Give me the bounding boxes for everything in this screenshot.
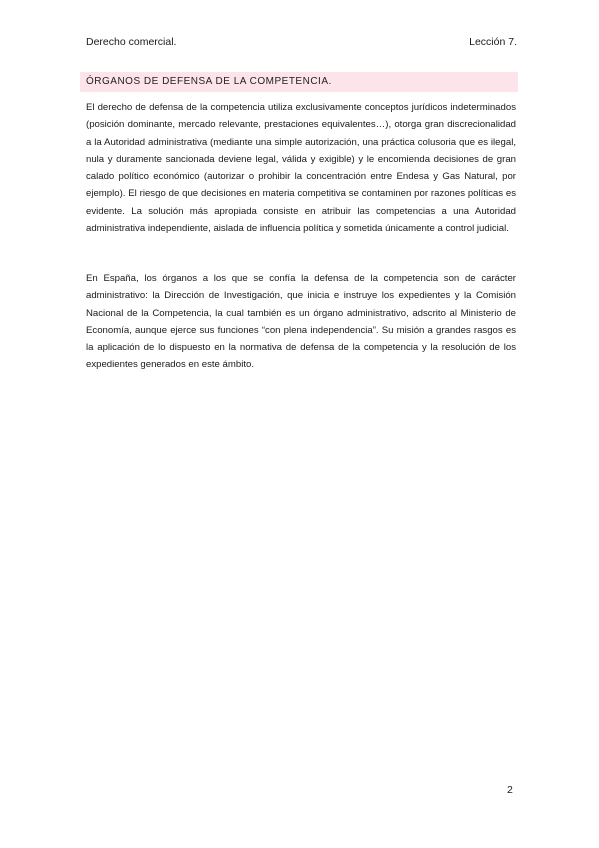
page-header [86, 36, 517, 52]
header-lesson-number: Lección 7. [469, 36, 517, 48]
paragraph-2: En España, los órganos a los que se confía la defensa de la competencia son de carácter administrativo: la Dirección de Investigación, que inicia e instruye los expedientes y la Comisión Nacional de la Competencia, la cual también es un órgano administrativo, adscrito al Ministerio de Economía, aunque ejerce sus funciones “con plena independencia”. Su misión a grandes rasgos es la aplicación de lo dispuesto en la normativa de defensa de la competencia y la resolución de los expedientes generados en este ámbito. [86, 273, 516, 371]
page-number: 2 [507, 784, 513, 796]
header-course-title: Derecho comercial. [86, 36, 177, 48]
section-heading: ÓRGANOS DE DEFENSA DE LA COMPETENCIA. [80, 72, 518, 92]
paragraph-1: El derecho de defensa de la competencia utiliza exclusivamente conceptos jurídicos indeterminados (posición dominante, mercado relevante, prestaciones equivalentes…), otorga gran discrecionalidad a la Autoridad administrativa (mediante una simple autorización, una práctica colusoria que es ilegal, nula y duramente sancionada deviene legal, válida y exigible) y le encomienda decisiones de gran calado político económico (autorizar o prohibir la concentración entre Endesa y Gas Natural, por ejemplo). El riesgo de que decisiones en materia competitiva se contaminen por razones políticas es evidente. La solución más apropiada consiste en atribuir las competencias a una Autoridad administrativa independiente, aislada de influencia política y sometida únicamente a control judicial. [86, 102, 516, 235]
